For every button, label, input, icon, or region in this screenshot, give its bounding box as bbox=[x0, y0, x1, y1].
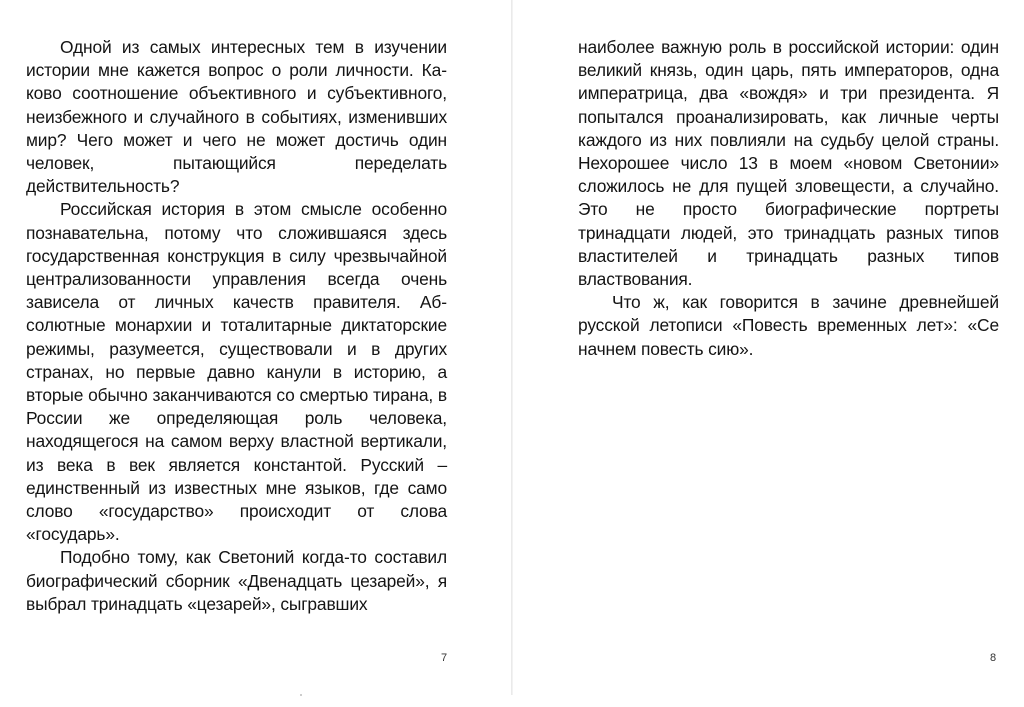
scan-speck bbox=[300, 694, 302, 696]
right-page bbox=[512, 0, 1024, 707]
left-page-text bbox=[26, 36, 447, 616]
paragraph: Что ж, как говорится в зачине древнейшей русской летописи «Повесть временных лет»: «Се начнем повесть сию». bbox=[578, 292, 999, 359]
page-number-right: 8 bbox=[990, 652, 997, 664]
paragraph: Одной из самых интересных тем в изучении истории мне кажется вопрос о роли личности. Каково соотношение объективного и субъективного, неизбежного и случайного в событиях, изменивших мир? Чего может и чего не может достичь один человек, пытающийся переделать действительность? bbox=[26, 37, 447, 197]
paragraph-continued: наиболее важную роль в российской истории: один великий князь, один царь, пять императоров, одна императрица, два «вождя» и три президента. Я попытался проанализировать, как личные черты каждого из них повлияли на судьбу целой страны. Нехорошее число 13 в моем «новом Светонии» сложилось не для пущей зловещести, а случайно. Это не просто биографические портреты тринадцати людей, это тринадцать разных типов властителей и тринадцать разных типов властвования. bbox=[578, 37, 999, 290]
page-number-left: 7 bbox=[441, 652, 448, 664]
paragraph: Российская история в этом смысле особенно познавательна, потому что сложившаяся здесь государственная конструкция в силу чрезвычайной централизованности управления всегда очень зависела от личных качеств правителя. Абсолютные монархии и тоталитарные диктаторские режимы, разумеется, существовали и в других странах, но первые давно канули в историю, а вторые обычно заканчиваются со смертью тирана, в России же определяющая роль человека, находящегося на самом верху властной вертикали, из века в век является константой. Русский – единственный из известных мне языков, где само слово «государство» происходит от слова «государь». bbox=[26, 199, 447, 545]
bottom-margin bbox=[0, 698, 1024, 707]
paragraph: Подобно тому, как Светоний когда-то составил биографический сборник «Двенадцать цезарей», я выбрал тринадцать «цезарей», сыгравших bbox=[26, 547, 447, 614]
right-page-text bbox=[578, 36, 999, 361]
